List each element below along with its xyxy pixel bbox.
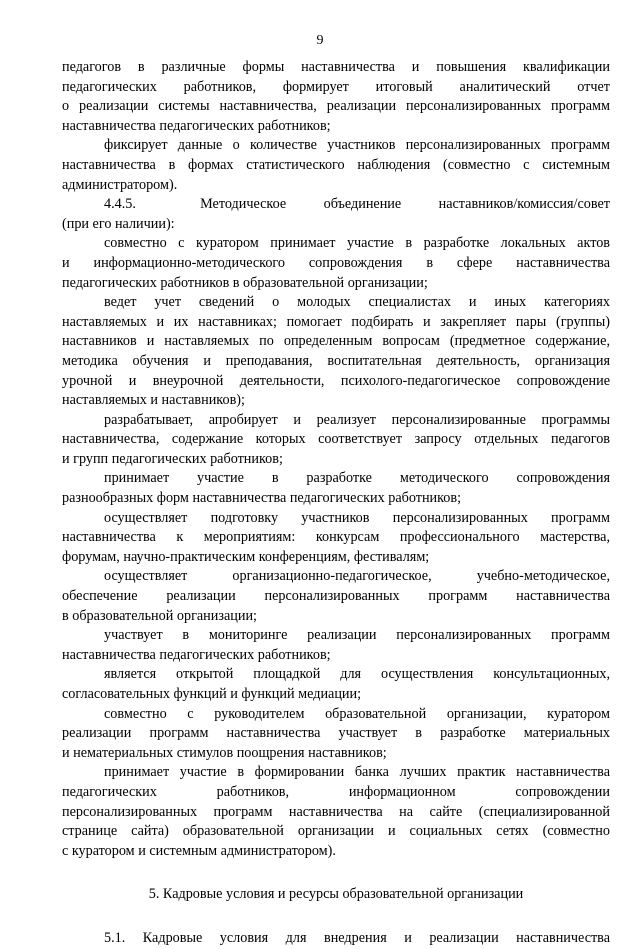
text-line: урочной и внеурочной деятельности, психолого-педагогическое сопровождение bbox=[62, 372, 610, 389]
text-line: разрабатывает, апробирует и реализует персонализированные программы bbox=[104, 411, 610, 428]
text-line: о реализации системы наставничества, реализации персонализированных программ bbox=[62, 98, 610, 115]
text-line: осуществляет организационно-педагогическое, учебно-методическое, bbox=[104, 568, 610, 585]
text-line: методика обучения и преподавания, воспитательная деятельность, организация bbox=[62, 352, 610, 369]
paragraph bbox=[62, 763, 610, 861]
text-line: педагогов в различные формы наставничества и повышения квалификации bbox=[62, 59, 610, 75]
clause-5-1: 5.1. Кадровые условия для внедрения и реализации наставничества bbox=[104, 929, 610, 946]
paragraph bbox=[62, 234, 610, 293]
text-line: и нематериальных стимулов поощрения наставников; bbox=[62, 744, 387, 761]
text-line: форумам, научно-практическим конференциям, фестивалям; bbox=[62, 548, 430, 565]
text-line: ведет учет сведений о молодых специалистах и иных категориях bbox=[104, 294, 610, 311]
text-line: наставляемых и их наставниках; помогает подбирать и закрепляет пары (группы) bbox=[62, 313, 610, 330]
paragraph bbox=[62, 567, 610, 626]
text-line: наставничества, содержание которых соответствует запросу отдельных педагогов bbox=[62, 431, 610, 448]
text-line: педагогических работников в образовательной организации; bbox=[62, 274, 428, 291]
clause-4-4-5 bbox=[62, 195, 610, 234]
text-line: осуществляет подготовку участников персонализированных программ bbox=[104, 509, 610, 526]
section-heading: 5. Кадровые условия и ресурсы образовательной организации bbox=[148, 886, 524, 903]
document-body bbox=[62, 58, 610, 949]
text-line: наставляемых и наставников); bbox=[62, 392, 245, 409]
paragraph bbox=[62, 469, 610, 508]
paragraph bbox=[62, 626, 610, 665]
text-line: совместно с куратором принимает участие в разработке локальных актов bbox=[104, 235, 610, 252]
text-line: наставничества педагогических работников; bbox=[62, 646, 331, 663]
text-line: педагогических работников, формирует итоговый аналитический отчет bbox=[62, 78, 610, 95]
text-line: и групп педагогических работников; bbox=[62, 450, 283, 467]
text-line: 4.4.5. Методическое объединение наставников/комиссия/совет bbox=[104, 196, 610, 213]
text-line: педагогических работников, информационном сопровождении bbox=[62, 783, 610, 800]
text-line: реализации программ наставничества участвует в разработке материальных bbox=[62, 725, 610, 742]
paragraph bbox=[62, 705, 610, 764]
text-line: обеспечение реализации персонализированных программ наставничества bbox=[62, 588, 610, 605]
text-line: разнообразных форм наставничества педагогических работников; bbox=[62, 490, 462, 507]
paragraph bbox=[62, 665, 610, 704]
text-line: согласовательных функций и функций медиации; bbox=[62, 686, 362, 702]
text-line: в образовательной организации; bbox=[62, 607, 257, 624]
paragraph bbox=[62, 509, 610, 568]
text-line: наставничества педагогических работников; bbox=[62, 117, 331, 134]
paragraph bbox=[62, 58, 610, 136]
text-line: совместно с руководителем образовательной организации, куратором bbox=[104, 705, 610, 722]
text-line: (при его наличии): bbox=[62, 215, 175, 232]
paragraph bbox=[62, 136, 610, 195]
text-line: странице сайта) образовательной организации и социальных сетях (совместно bbox=[62, 823, 610, 840]
text-line: персонализированных программ наставничества на сайте (специализированной bbox=[62, 803, 610, 820]
text-line: принимает участие в формировании банка лучших практик наставничества bbox=[104, 764, 610, 781]
text-line: наставничества в формах статистического наблюдения (совместно с системным bbox=[62, 156, 610, 173]
paragraph bbox=[62, 293, 610, 411]
text-line: является открытой площадкой для осуществления консультационных, bbox=[104, 666, 610, 683]
page-number: 9 bbox=[316, 33, 324, 48]
text-line: администратором). bbox=[62, 176, 178, 193]
text-line: фиксирует данные о количестве участников персонализированных программ bbox=[104, 137, 610, 154]
paragraph bbox=[62, 411, 610, 470]
text-line: с куратором и системным администратором). bbox=[62, 842, 336, 859]
text-line: участвует в мониторинге реализации персонализированных программ bbox=[104, 627, 610, 644]
text-line: наставников и наставляемых по определенным вопросам (предметное содержание, bbox=[62, 333, 610, 350]
text-line: и информационно-методического сопровождения в сфере наставничества bbox=[62, 254, 610, 271]
text-line: наставничества к мероприятиям: конкурсам профессионального мастерства, bbox=[62, 529, 610, 546]
text-line: принимает участие в разработке методического сопровождения bbox=[104, 470, 610, 487]
